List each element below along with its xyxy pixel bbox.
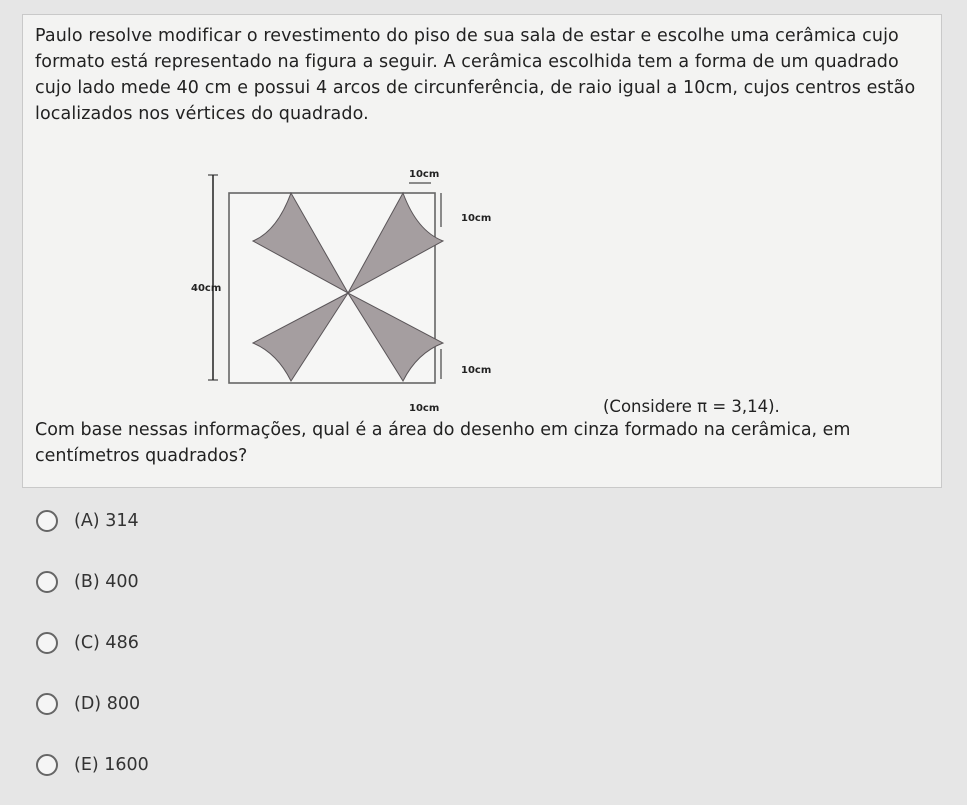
label-right-bottom: 10cm [461,365,492,376]
label-right-top: 10cm [461,213,492,224]
label-top: 10cm [409,169,440,180]
label-left: 40cm [191,283,222,294]
option-d[interactable] [36,687,336,721]
option-c-label: (C) 486 [74,633,139,653]
option-b-label: (B) 400 [74,572,139,592]
option-b[interactable] [36,565,336,599]
option-a[interactable] [36,504,336,538]
question-prompt: Com base nessas informações, qual é a área do desenho em cinza formado na cerâmica, em centímetros quadrados? [35,420,851,466]
label-bottom: 10cm [409,403,440,414]
question-card [22,14,942,488]
option-c[interactable] [36,626,336,660]
radio-c[interactable] [36,632,58,654]
option-e-label: (E) 1600 [74,755,149,775]
radio-b[interactable] [36,571,58,593]
pi-note: (Considere π = 3,14). [603,397,780,416]
option-d-label: (D) 800 [74,694,141,714]
tile-figure [173,153,533,423]
question-statement: Paulo resolve modificar o revestimento do piso de sua sala de estar e escolhe uma cerâmica cujo formato está representado na figura a seguir. A cerâmica escolhida tem a forma de um quadrado cujo lado mede 40 cm e possui 4 arcos de circunferência, de raio igual a 10cm, cujos centros estão localizados nos vértices do quadrado. [35,26,916,124]
radio-e[interactable] [36,754,58,776]
option-e[interactable] [36,748,336,782]
radio-d[interactable] [36,693,58,715]
radio-a[interactable] [36,510,58,532]
option-a-label: (A) 314 [74,511,139,531]
